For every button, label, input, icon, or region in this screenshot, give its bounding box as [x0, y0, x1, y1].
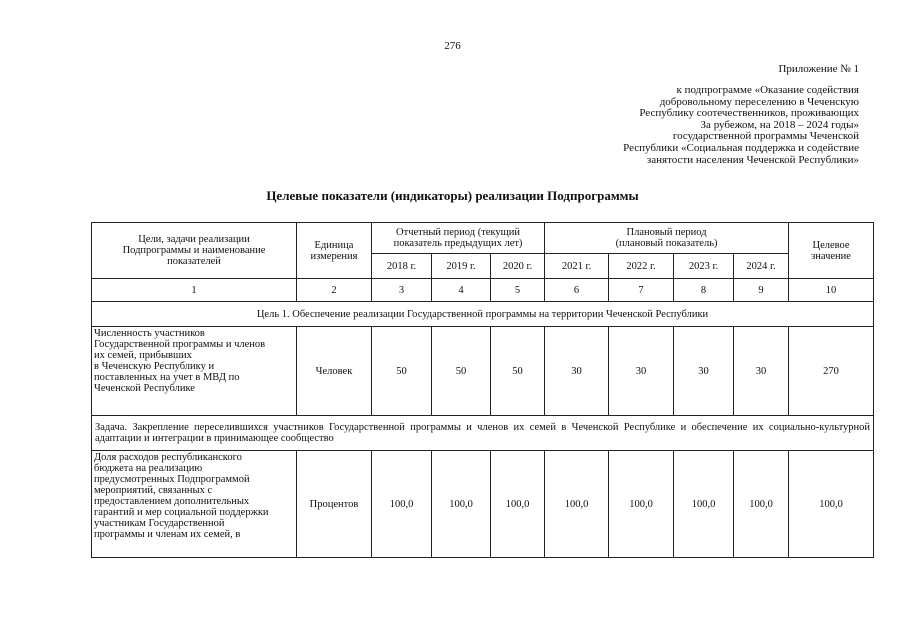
- indicator-value: 100,0: [545, 451, 609, 558]
- header-year: 2019 г.: [432, 254, 491, 279]
- header-text: Цели, задачи реализации: [138, 234, 250, 245]
- column-number: 3: [372, 279, 432, 302]
- indicator-unit: Процентов: [297, 451, 372, 558]
- appendix-title: Приложение № 1: [778, 63, 859, 75]
- indicator-name: [92, 451, 297, 558]
- indicator-target: 270: [789, 327, 874, 416]
- header-reporting-period: [372, 223, 545, 254]
- column-number: 4: [432, 279, 491, 302]
- column-number: 1: [92, 279, 297, 302]
- appendix-note-line: государственной программы Чеченской: [672, 130, 859, 143]
- header-text: Отчетный период (текущий: [396, 227, 520, 238]
- indicator-name-line: программы и членам их семей, в: [94, 529, 241, 540]
- appendix-note-line: к подпрограмме «Оказание содействия: [676, 84, 859, 96]
- table-row: [92, 327, 874, 416]
- column-number: 10: [789, 279, 874, 302]
- indicator-name-line: гарантий и мер социальной поддержки: [94, 507, 269, 518]
- appendix-note-line: занятости населения Чеченской Республики»: [646, 153, 859, 166]
- indicator-value: 30: [609, 327, 674, 416]
- indicator-value: 50: [491, 327, 545, 416]
- header-text: Целевое: [812, 239, 850, 251]
- indicator-unit: Человек: [297, 327, 372, 416]
- header-text: показателей: [167, 256, 221, 267]
- indicator-name-line: предоставлением дополнительных: [94, 496, 250, 507]
- indicator-value: 100,0: [372, 451, 432, 558]
- indicator-name: [92, 327, 297, 416]
- header-text: значение: [811, 250, 851, 262]
- column-number: 5: [491, 279, 545, 302]
- header-year: 2022 г.: [609, 254, 674, 279]
- header-year: 2020 г.: [491, 254, 545, 279]
- indicator-name-line: Доля расходов республиканского: [94, 452, 242, 463]
- indicator-value: 30: [545, 327, 609, 416]
- header-text: Подпрограммы и наименование: [122, 245, 266, 256]
- indicator-target: 100,0: [789, 451, 874, 558]
- header-row: [92, 223, 874, 254]
- goal-1-text: Цель 1. Обеспечение реализации Государственной программы на территории Чеченской Республики: [92, 302, 874, 327]
- column-number: 2: [297, 279, 372, 302]
- header-target: [789, 223, 874, 279]
- indicator-name-line: мероприятий, связанных с: [94, 485, 213, 496]
- indicator-name-line: Численность участников: [94, 328, 205, 339]
- header-year: 2023 г.: [674, 254, 734, 279]
- indicator-name-line: в Чеченскую Республику и: [94, 361, 215, 372]
- header-year: 2018 г.: [372, 254, 432, 279]
- header-goals: [92, 223, 297, 279]
- column-numbers-row: [92, 279, 874, 302]
- indicator-name-line: Государственной программы и членов: [94, 339, 266, 350]
- appendix-note-line: Республики «Социальная поддержка и содействие: [623, 141, 859, 154]
- indicator-name-line: бюджета на реализацию: [94, 463, 203, 474]
- indicator-value: 30: [674, 327, 734, 416]
- appendix-note: [529, 85, 859, 166]
- indicator-value: 100,0: [674, 451, 734, 558]
- page-number: 276: [444, 40, 461, 52]
- appendix-note-line: За рубежом, на 2018 – 2024 годы»: [700, 118, 859, 131]
- indicator-name-line: участникам Государственной: [94, 518, 225, 529]
- column-number: 8: [674, 279, 734, 302]
- task-row: [92, 416, 874, 451]
- header-text: показатель предыдущих лет): [393, 238, 523, 249]
- document-title: Целевые показатели (индикаторы) реализации Подпрограммы: [266, 188, 639, 203]
- indicator-value: 100,0: [432, 451, 491, 558]
- indicator-name-line: поставленных на учет в МВД по: [94, 372, 240, 383]
- indicators-table: [91, 222, 874, 558]
- indicator-value: 100,0: [734, 451, 789, 558]
- appendix-note-line: Республику соотечественников, проживающих: [639, 107, 859, 120]
- header-text: (плановый показатель): [615, 238, 718, 249]
- appendix-note-line: добровольному переселению в Чеченскую: [659, 95, 859, 108]
- indicator-value: 100,0: [609, 451, 674, 558]
- indicator-value: 100,0: [491, 451, 545, 558]
- indicator-name-line: их семей, прибывших: [94, 350, 192, 361]
- indicator-value: 50: [372, 327, 432, 416]
- table-row: [92, 451, 874, 558]
- goal-row: [92, 302, 874, 327]
- header-planned-period: [545, 223, 789, 254]
- indicator-name-line: предусмотренных Подпрограммой: [94, 474, 250, 485]
- indicator-name-line: Чеченской Республике: [94, 383, 195, 394]
- header-unit: [297, 223, 372, 279]
- header-text: Плановый период: [626, 227, 707, 238]
- header-text: измерения: [310, 250, 358, 262]
- column-number: 6: [545, 279, 609, 302]
- header-year: 2024 г.: [734, 254, 789, 279]
- column-number: 9: [734, 279, 789, 302]
- header-year: 2021 г.: [545, 254, 609, 279]
- indicator-value: 30: [734, 327, 789, 416]
- header-text: Единица: [314, 239, 354, 251]
- indicator-value: 50: [432, 327, 491, 416]
- task-text: Задача. Закрепление переселившихся участников Государственной программы и членов их семей в Чеченской Республике и обеспечение их социально-культурной адаптации и интеграции в принимающее сообщество: [92, 416, 874, 451]
- column-number: 7: [609, 279, 674, 302]
